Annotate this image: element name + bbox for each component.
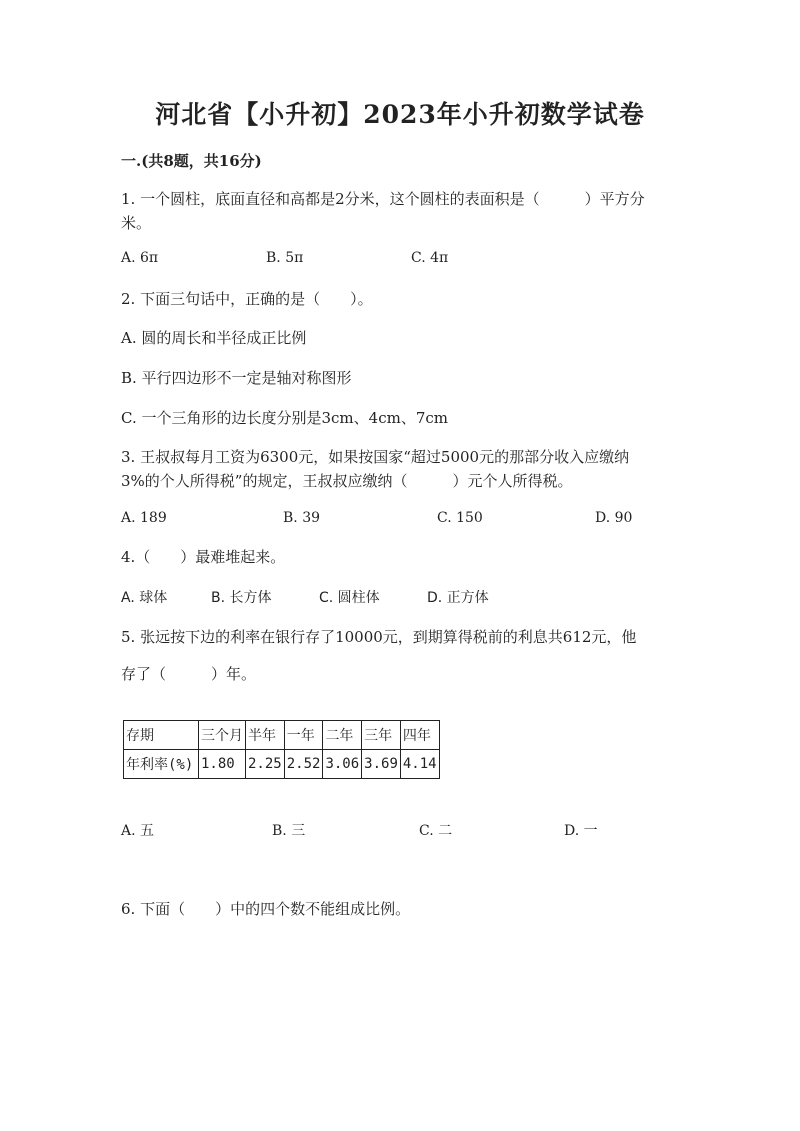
question-5-line-2: 存了（ ）年。 xyxy=(121,665,257,683)
table-cell: 1.80 xyxy=(199,750,246,779)
question-3-line-1: 3. 王叔叔每月工资为6300元，如果按国家“超过5000元的那部分收入应缴纳 xyxy=(121,448,630,466)
table-cell: 三个月 xyxy=(199,721,246,750)
table-header-row xyxy=(124,721,440,750)
question-4-option-a: A. 球体 xyxy=(121,590,168,606)
interest-rate-table xyxy=(123,720,440,779)
question-5-option-a: A. 五 xyxy=(121,823,155,839)
table-cell: 存期 xyxy=(124,721,199,750)
question-5-option-b: B. 三 xyxy=(272,823,306,839)
section-heading: 一.(共8题，共16分) xyxy=(121,152,262,170)
table-cell: 2.52 xyxy=(284,750,323,779)
question-5-line-1: 5. 张远按下边的利率在银行存了10000元，到期算得税前的利息共612元，他 xyxy=(121,628,637,646)
question-5-option-d: D. 一 xyxy=(564,823,598,839)
table-cell: 三年 xyxy=(362,721,401,750)
question-4-stem: 4.（ ）最难堆起来。 xyxy=(121,548,286,566)
question-2-option-a: A. 圆的周长和半径成正比例 xyxy=(121,329,307,347)
question-4-option-c: C. 圆柱体 xyxy=(319,590,380,606)
question-2-option-c: C. 一个三角形的边长度分别是3cm、4cm、7cm xyxy=(121,409,448,427)
table-cell: 3.06 xyxy=(323,750,362,779)
question-3-option-a: A. 189 xyxy=(121,510,167,526)
question-3-line-2: 3%的个人所得税”的规定，王叔叔应缴纳（ ）元个人所得税。 xyxy=(121,472,573,490)
question-6-stem: 6. 下面（ ）中的四个数不能组成比例。 xyxy=(121,900,411,918)
table-cell: 3.69 xyxy=(362,750,401,779)
page-title: 河北省【小升初】2023年小升初数学试卷 xyxy=(155,100,645,129)
question-3-option-d: D. 90 xyxy=(595,510,633,526)
table-cell: 四年 xyxy=(400,721,439,750)
table-row xyxy=(124,750,440,779)
question-1-option-a: A. 6π xyxy=(121,250,159,266)
table-cell: 半年 xyxy=(246,721,285,750)
table-cell: 年利率(%) xyxy=(124,750,199,779)
question-4-option-b: B. 长方体 xyxy=(211,590,272,606)
table-cell: 一年 xyxy=(284,721,323,750)
table-cell: 2.25 xyxy=(246,750,285,779)
question-1-line-2: 米。 xyxy=(121,214,152,232)
question-4-option-d: D. 正方体 xyxy=(427,590,489,606)
table-cell: 二年 xyxy=(323,721,362,750)
question-5-option-c: C. 二 xyxy=(419,823,453,839)
question-1-option-c: C. 4π xyxy=(411,250,449,266)
question-3-option-b: B. 39 xyxy=(283,510,321,526)
question-1-line-1: 1. 一个圆柱，底面直径和高都是2分米，这个圆柱的表面积是（ ）平方分 xyxy=(121,190,645,208)
question-1-option-b: B. 5π xyxy=(266,250,304,266)
table-cell: 4.14 xyxy=(400,750,439,779)
question-2-stem: 2. 下面三句话中，正确的是（ ）。 xyxy=(121,290,373,308)
question-3-option-c: C. 150 xyxy=(437,510,483,526)
question-2-option-b: B. 平行四边形不一定是轴对称图形 xyxy=(121,369,352,387)
